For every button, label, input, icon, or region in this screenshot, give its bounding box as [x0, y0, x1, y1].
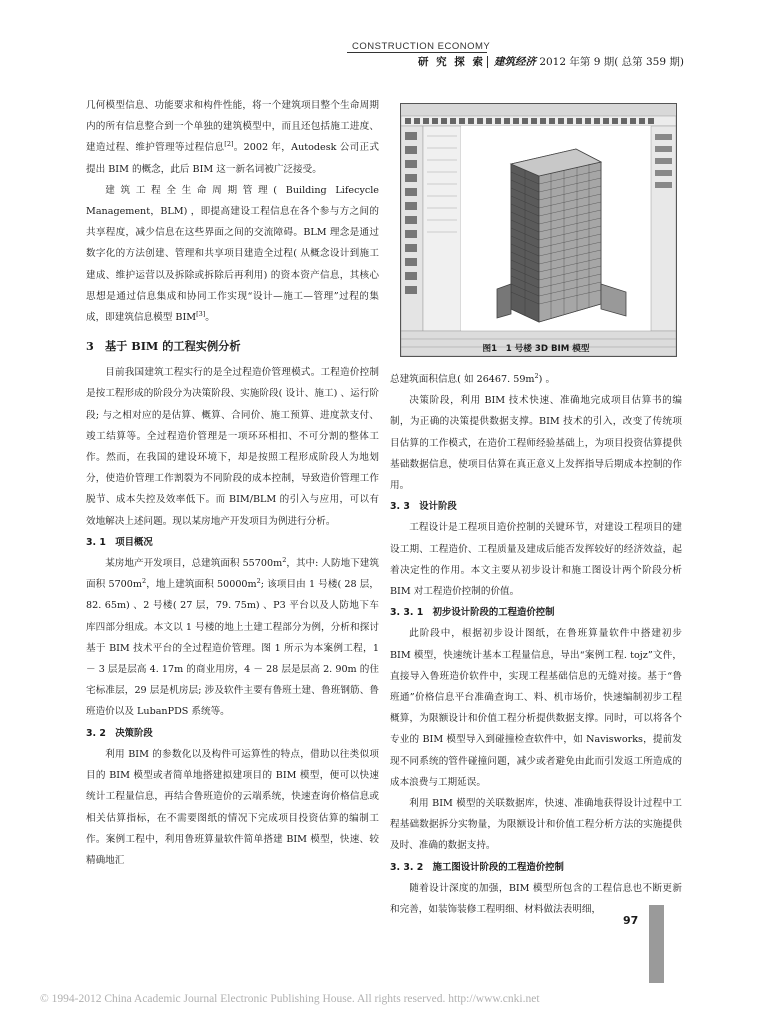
paragraph: 此阶段中，根据初步设计图纸，在鲁班算量软件中搭建初步 BIM 模型，快速统计基本工程量信息，导出“案例工程. tojz”文件，直接导入鲁班造价软件中，实现工程基础信息的无缝对接。基于“鲁班通”价格信息平台准确查询工、料、机市场价，快速编制初步工程概算，为限额设计和价值工程分析提供数据支撑。同时，可以将各个专业的 BIM 模型导入到碰撞检查软件中，如 Navisworks，提前发现不同系统的管件碰撞问题，减少或者避免由此而引发返工所造成的成本浪费与工期延误。	[390, 628, 682, 788]
edge-tab	[649, 905, 664, 983]
header-divider	[487, 56, 488, 68]
paragraph: 利用 BIM 的参数化以及构件可运算性的特点，借助以往类似项目的 BIM 模型或者简单地搭建拟建项目的 BIM 模型，便可以快速统计工程量信息，再结合鲁班造价的云端系统，快速查询价格信息或相关估算指标，在不需要图纸的情况下完成项目投资估算的编制工作。案例工程中，利用鲁班算量软件简单搭建 BIM 模型，快速、较精确地汇	[86, 748, 379, 866]
paragraph: 工程设计是工程项目造价控制的关键环节，对建设工程项目的建设工期、工程造价、工程质量及建成后能否发挥较好的经济效益，起着决定性的作用。本文主要从初步设计和施工图设计两个阶段分析 BIM 对工程造价控制的价值。	[390, 522, 682, 598]
header-rule	[347, 52, 487, 53]
citation: [3]	[196, 309, 206, 318]
paragraph: 某房地产开发项目，总建筑面积 $55700m^2$，其中: 人防地下建筑面积 $5700m^2$，地上建筑面积 $50000m^2$; 该项目由 1 号楼( 28 层，82. 65m) 、2 号楼( 27 层，79. 75m) 、P3 平台以及人防地下车库四部分组成。本文以 1 号楼的地上土建工程部分为例，分析和探讨基于 BIM 技术平台的全过程造价管理。图 1 所示为本案例工程，1 － 3 层是层高 4. 17m 的商业用房，4 － 28 层是层高 2. 90m 的住宅标准层，29 层是机房层; 涉及软件主要有鲁班土建、鲁班钢筋、鲁班造价以及 LubanPDS 系统等。	[86, 555, 379, 718]
paragraph: 利用 BIM 模型的关联数据库，快速、准确地获得设计过程中工程基础数据拆分实物量，为限额设计和价值工程分析方法的实施提供及时、准确的数据支持。	[390, 798, 682, 852]
paragraph: 决策阶段，利用 BIM 技术快速、准确地完成项目估算书的编制，为正确的决策提供数据支撑。BIM 技术的引入，改变了传统项目估算的工作模式，在造价工程师经验基础上，为项目投资估算提供基础数据信息，使项目估算在真正意义上发挥指导后期成本控制的作用。	[390, 395, 682, 492]
copyright-footer: © 1994-2012 China Academic Journal Electronic Publishing House. All rights reserved. http://www.cnki.net	[40, 993, 540, 1005]
citation: [2]	[224, 140, 234, 149]
journal-english-title: CONSTRUCTION ECONOMY	[352, 41, 491, 52]
left-column	[86, 95, 379, 871]
figure-caption: 图1 1 号楼 3D BIM 模型	[482, 344, 590, 354]
paragraph: 几何模型信息、功能要求和构件性能，将一个建筑项目整个生命周期内的所有信息整合到一个单独的建筑模型中，而且还包括施工进度、建造过程、维护管理等过程信息[2]。2002 年，Autodesk 公司正式提出 BIM 的概念，此后 BIM 这一新名词被广泛接受。	[86, 100, 380, 175]
journal-chinese-title: 建筑经济	[493, 56, 536, 68]
paragraph: 建筑工程全生命周期管理( Building Lifecycle Management，BLM) ，即提高建设工程信息在各个参与方之间的共享程度，减少信息在这些界面之间的交流障碍。BLM 理念是通过数字化的方法创建、管理和共享项目建造全过程( 从概念设计到施工建成、维护运营以及拆除或拆除后再利用) 的资本资产信息，其核心思想是通过信息集成和协同工作实现“设计—施工—管理”过程的集成，即建筑信息模型 BIM[3]。	[86, 184, 379, 324]
subsection-heading: 3. 2 决策阶段	[86, 727, 153, 739]
paragraph: 目前我国建筑工程实行的是全过程造价管理模式。工程造价控制是按工程形成的阶段分为决策阶段、实施阶段( 设计、施工) 、运行阶段; 与之相对应的是估算、概算、合同价、施工预算、进度款支付、竣工结算等。全过程造价管理是一项环环相扣、不可分割的整体工作。然而，在我国的建设环境下，却是按照工程形成阶段人为地划分，使造价管理工作割裂为不同阶段的成本控制，导致造价管理工作脱节、成本失控及效率低下。而 BIM/BLM 的引入与应用，可以有效地解决上述问题。现以某房地产开发项目为例进行分析。	[86, 367, 379, 527]
bim-model-illustration	[401, 104, 676, 356]
paragraph: 随着设计深度的加强，BIM 模型所包含的工程信息也不断更新和完善，如装饰装修工程明细、材料做法表明细，	[390, 882, 682, 916]
section-label: 研 究 探 索	[418, 56, 485, 68]
running-header	[418, 54, 684, 69]
page-number: 97	[623, 914, 639, 927]
issue-info: 2012 年第 9 期( 总第 359 期)	[539, 56, 684, 68]
subsection-heading: 3. 3 设计阶段	[390, 501, 457, 513]
figure-bim-screenshot	[400, 103, 677, 357]
subsection-heading: 3. 3. 2 施工图设计阶段的工程造价控制	[390, 861, 564, 873]
subsection-heading: 3. 1 项目概况	[86, 536, 153, 548]
subsection-heading: 3. 3. 1 初步设计阶段的工程造价控制	[390, 607, 555, 619]
right-column	[390, 369, 682, 920]
section-heading: 3 基于 BIM 的工程实例分析	[86, 339, 241, 354]
paragraph: 总建筑面积信息( 如 26467. $59m^2$) 。	[390, 371, 556, 385]
